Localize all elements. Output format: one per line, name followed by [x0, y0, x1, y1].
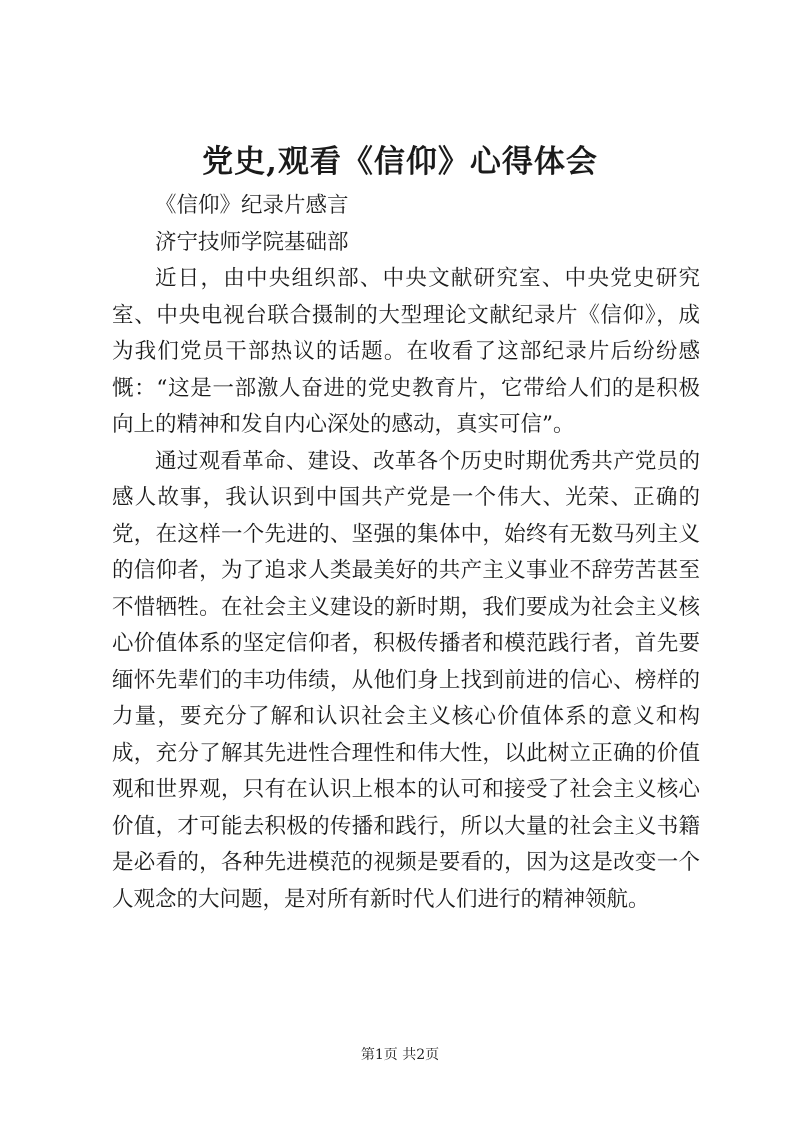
paragraph-intro: 近日，由中央组织部、中央文献研究室、中央党史研究室、中央电视台联合摄制的大型理论文献纪录片《信仰》，成为我们党员干部热议的话题。在收看了这部纪录片后纷纷感慨：“这是一部激人奋进的党史教育片，它带给人们的是积极向上的精神和发自内心深处的感动，真实可信”。: [112, 266, 700, 437]
document-body: [112, 188, 700, 918]
document-title: 党史,观看《信仰》心得体会: [202, 144, 598, 180]
paragraph-main: 通过观看革命、建设、改革各个历史时期优秀共产党员的感人故事，我认识到中国共产党是一个伟大、光荣、正确的党，在这样一个先进的、坚强的集体中，始终有无数马列主义的信仰者，为了追求人类最美好的共产主义事业不辞劳苦甚至不惜牺牲。在社会主义建设的新时期，我们要成为社会主义核心价值体系的坚定信仰者，积极传播者和模范践行者，首先要缅怀先辈们的丰功伟绩，从他们身上找到前进的信心、榜样的力量，要充分了解和认识社会主义核心价值体系的意义和构成，充分了解其先进性合理性和伟大性，以此树立正确的价值观和世界观，只有在认识上根本的认可和接受了社会主义核心价值，才可能去积极的传播和践行，所以大量的社会主义书籍是必看的，各种先进模范的视频是要看的，因为这是改变一个人观念的大问题，是对所有新时代人们进行的精神领航。: [112, 448, 700, 912]
paragraph-department: 济宁技师学院基础部: [155, 229, 349, 255]
paragraph-subtitle: 《信仰》纪录片感言: [155, 193, 349, 218]
page-footer: 第1页 共2页: [360, 1047, 440, 1063]
